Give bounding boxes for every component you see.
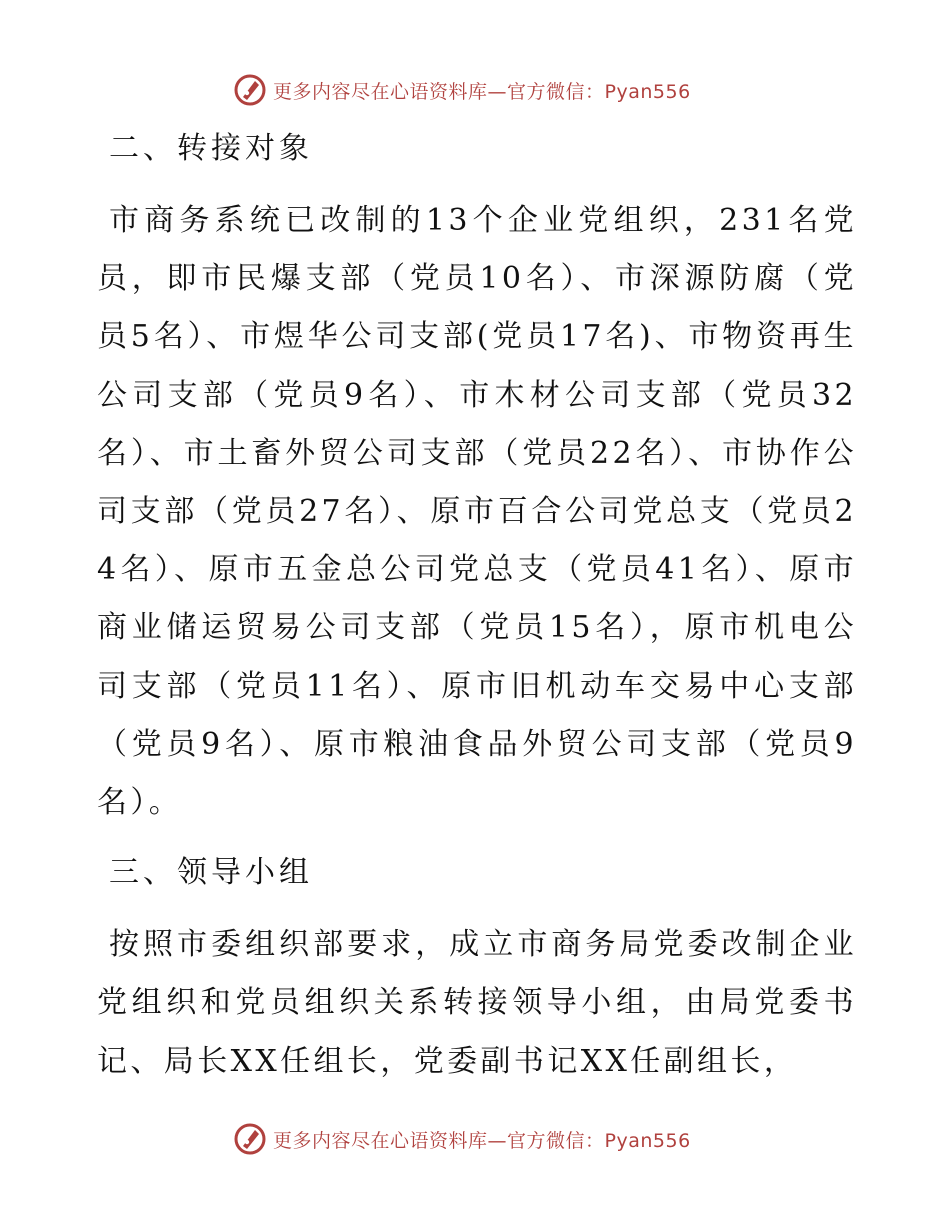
watermark-header xyxy=(233,72,691,108)
section-heading: 二、转接对象 xyxy=(109,131,313,166)
pen-nib-circle-icon xyxy=(233,1122,267,1156)
watermark-text: 更多内容尽在心语资料库—官方微信：Pyan556 xyxy=(273,80,691,103)
section-paragraph: 按照市委组织部要求，成立市商务局党委改制企业党组织和党员组织关系转接领导小组，由局党委书记、局长XX任组长，党委副书记XX任副组长， xyxy=(97,927,857,1079)
section-transfer-targets xyxy=(97,120,857,832)
watermark-footer xyxy=(233,1121,691,1157)
section-paragraph: 市商务系统已改制的13个企业党组织，231名党员，即市民爆支部（党员10名）、市深源防腐（党员5名）、市煜华公司支部(党员17名)、市物资再生公司支部（党员9名）、市木材公司支部（党员32名）、市土畜外贸公司支部（党员22名）、市协作公司支部（党员27名）、原市百合公司党总支（党员24名）、原市五金总公司党总支（党员41名）、原市商业储运贸易公司支部（党员15名），原市机电公司支部（党员11名）、原市旧机动车交易中心支部（党员9名）、原市粮油食品外贸公司支部（党员9名）。 xyxy=(97,203,857,821)
pen-nib-circle-icon xyxy=(233,73,267,107)
document-body xyxy=(97,120,857,1091)
section-leadership-group xyxy=(97,844,857,1091)
section-heading: 三、领导小组 xyxy=(109,855,313,891)
watermark-text: 更多内容尽在心语资料库—官方微信：Pyan556 xyxy=(273,1129,691,1152)
